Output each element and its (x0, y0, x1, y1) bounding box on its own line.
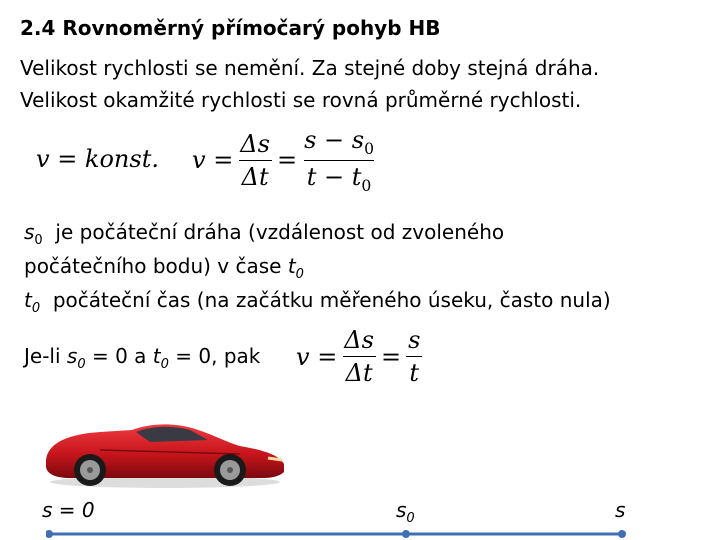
fraction-delta-2: $\frac{\Delta s}{\Delta t}$ (344, 326, 374, 387)
frac-num-delta-s: Δs (240, 129, 270, 158)
fraction-diff (301, 126, 377, 195)
v-equals-2: v = (296, 342, 338, 371)
slide-title: 2.4 Rovnoměrný přímočarý pohyb HB (20, 16, 441, 40)
axis-point-s0 (402, 530, 410, 538)
def-s0-line-1: $s_0$ je počáteční dráha (vzdálenost od zvoleného (24, 220, 505, 248)
label-s-zero: s = 0 (42, 498, 95, 522)
red-sports-car-image (40, 420, 290, 490)
def-t0-line: $t_0$ počáteční čas (na začátku měřeného úseku, často nula) (24, 288, 611, 316)
frac-den-delta-t: Δt (239, 160, 272, 191)
axis-point-start (46, 530, 53, 538)
condition-text: Je-li $s_0 = 0$ a $t_0 = 0$, pak (24, 344, 261, 372)
frac-num-s-s0: $s - s_0$ (304, 126, 374, 158)
equals-sign: = (276, 146, 298, 175)
axis-point-s (618, 530, 626, 538)
label-s: s (615, 498, 626, 522)
fraction-s-t: $\frac{s}{t}$ (408, 326, 421, 387)
text-line-2: Velikost okamžité rychlosti se rovná průměrné rychlosti. (20, 88, 582, 112)
label-s0: $s_0$ (396, 498, 415, 526)
frac-den-t-t0: $t - t_0$ (304, 160, 375, 195)
v-equals: v = (192, 146, 234, 175)
velocity-simple-formula: v = $\frac{\Delta s}{\Delta t}$ = $\frac{s}{t}$ (296, 326, 427, 387)
text-line-1: Velikost rychlosti se nemění. Za stejné doby stejná dráha. (20, 56, 600, 80)
velocity-formula (192, 126, 381, 195)
def-s0-line-2: počátečního bodu) v čase $t_0$ (24, 254, 304, 282)
fraction-delta (237, 130, 273, 191)
distance-axis (46, 528, 636, 540)
v-const-formula: v = konst. (36, 145, 159, 173)
